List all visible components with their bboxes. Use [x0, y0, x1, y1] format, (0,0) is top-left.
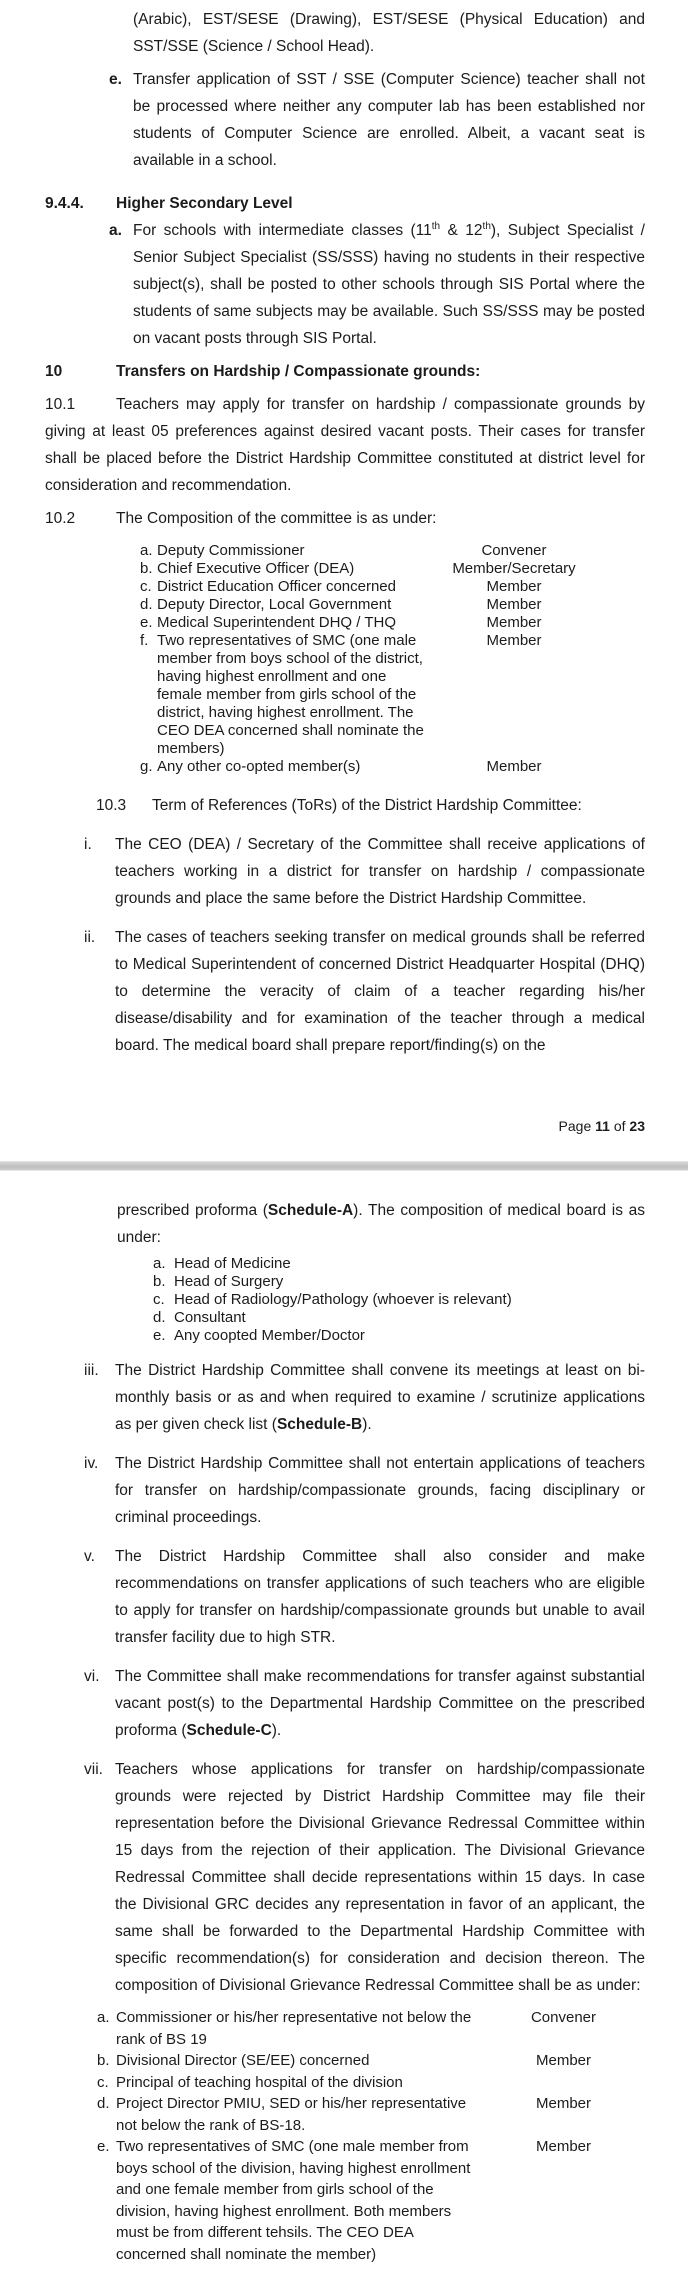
row-text: Head of Radiology/Pathology (whoever is relevant)	[174, 1291, 512, 1308]
roman-marker: vii.	[84, 1761, 103, 1778]
row-text: Project Director PMIU, SED or his/her representative not below the rank of BS-18.	[116, 2095, 467, 2134]
row-role: Member	[535, 2095, 591, 2112]
committee-row	[0, 578, 645, 596]
medical-board-row	[0, 1255, 645, 1273]
row-text: Consultant	[174, 1309, 246, 1326]
row-marker: b.	[140, 560, 153, 577]
row-marker: a.	[97, 2009, 110, 2026]
tor-item-vi	[84, 1663, 645, 1744]
row-marker: e.	[97, 2138, 110, 2155]
row-role: Member	[486, 578, 542, 595]
row-text: Commissioner or his/her representative not below the rank of BS 19	[116, 2009, 472, 2048]
row-role: Convener	[530, 2009, 597, 2026]
list-item-text: Transfer application of SST / SSE (Computer Science) teacher shall not be processed where neither any computer lab has been established nor students of Computer Science are enrolled. Albeit, a vacant seat is available in a school.	[133, 71, 645, 169]
row-role: Member	[486, 596, 542, 613]
paragraph-number: 10.1	[45, 396, 76, 413]
district-committee-list	[0, 542, 645, 776]
row-text: Chief Executive Officer (DEA)	[157, 560, 355, 577]
row-marker: d.	[140, 596, 153, 613]
tor-text: The CEO (DEA) / Secretary of the Committee shall receive applications of teachers working in a district for transfer on hardship / compassionate grounds and place the same before the District Hardship Committee.	[115, 836, 645, 907]
row-marker: f.	[140, 632, 149, 649]
committee-row	[0, 632, 645, 758]
paragraph-number: 10.2	[45, 510, 76, 527]
roman-marker: iv.	[84, 1455, 99, 1472]
tor-text: The District Hardship Committee shall also consider and make recommendations on transfer applications of such teachers who are eligible to apply for transfer on hardship/compassionate grounds but unable to avail transfer facility due to high STR.	[115, 1548, 645, 1646]
row-marker: e.	[140, 614, 153, 631]
committee-row	[0, 758, 645, 776]
paragraph-10-1	[45, 391, 645, 499]
medical-board-row	[0, 1273, 645, 1291]
row-text: Divisional Director (SE/EE) concerned	[116, 2052, 370, 2069]
paragraph-10-3	[96, 792, 645, 819]
committee-row	[0, 560, 645, 578]
row-role: Member	[535, 2052, 591, 2069]
row-marker: e.	[153, 1327, 166, 1344]
divisional-grc-list	[0, 2007, 645, 2265]
row-marker: b.	[153, 1273, 166, 1290]
row-text: Deputy Director, Local Government	[157, 596, 392, 613]
section-number: 10	[45, 363, 63, 380]
page-footer	[0, 1117, 645, 1135]
page-break-divider	[0, 1161, 688, 1171]
tor-text: Teachers whose applications for transfer on hardship/compassionate grounds were rejected by District Hardship Committee may file their representation before the Divisional Grievance Redressal Committee within 15 days from the rejection of their application. The Divisional Grievance Redressal Committee shall decide representations within 15 days. In case the Divisional GRC decides any representation in favor of an applicant, the same shall be forwarded to the Departmental Hardship Committee with specific recommendation(s) for consideration and decision thereon. The composition of Divisional Grievance Redressal Committee shall be as under:	[115, 1761, 645, 1994]
tor-text: The District Hardship Committee shall not entertain applications of teachers for transfer on hardship/compassionate grounds, facing disciplinary or criminal proceedings.	[115, 1455, 645, 1526]
row-role: Member	[486, 614, 542, 631]
row-role: Member	[535, 2138, 591, 2155]
paragraph-text: Term of References (ToRs) of the District Hardship Committee:	[152, 797, 582, 814]
committee-row	[0, 614, 645, 632]
row-text: Head of Surgery	[174, 1273, 284, 1290]
medical-board-list	[0, 1255, 645, 1345]
tor-item-vii	[84, 1756, 645, 1999]
section-title: Transfers on Hardship / Compassionate grounds:	[116, 363, 481, 380]
tor-item-iv	[84, 1450, 645, 1531]
row-marker: c.	[97, 2073, 109, 2091]
paragraph-number: 10.3	[96, 797, 127, 814]
row-marker: a.	[153, 1255, 166, 1272]
row-marker: a.	[140, 542, 153, 559]
row-marker: g.	[140, 758, 153, 775]
row-text: Any coopted Member/Doctor	[174, 1327, 365, 1344]
row-role: Member	[486, 758, 542, 775]
tor-item-i	[84, 831, 645, 912]
row-text: Any other co-opted member(s)	[157, 758, 361, 775]
row-text: Head of Medicine	[174, 1255, 291, 1272]
row-marker: c.	[153, 1291, 165, 1308]
grc-row	[0, 2136, 645, 2265]
medical-board-row	[0, 1327, 645, 1345]
document-page-2	[0, 1171, 688, 2269]
committee-row	[0, 596, 645, 614]
grc-row	[0, 2050, 645, 2072]
roman-marker: i.	[84, 836, 92, 853]
row-marker: b.	[97, 2052, 110, 2069]
list-item-e-computer-science	[109, 66, 645, 174]
roman-marker: v.	[84, 1548, 95, 1565]
medical-board-row	[0, 1309, 645, 1327]
tor-text: The cases of teachers seeking transfer on medical grounds shall be referred to Medical Superintendent of concerned District Headquarter Hospital (DHQ) to determine the veracity of claim of a teacher regarding his/her disease/disability and for examination of the teacher through a medical board. The medical board shall prepare report/finding(s) on the	[115, 929, 645, 1054]
row-marker: d.	[153, 1309, 166, 1326]
section-heading-10	[45, 358, 645, 385]
row-text: Two representatives of SMC (one male member from boys school of the division, having highest enrollment and one female member from girls school of the division, having highest enrollment. Both members must be from different tehsils. The CEO DEA concerned shall nominate the member)	[116, 2138, 471, 2263]
tor-item-v	[84, 1543, 645, 1651]
committee-row	[0, 542, 645, 560]
row-role: Member	[486, 632, 542, 649]
list-marker: a.	[109, 222, 122, 239]
row-text: Deputy Commissioner	[157, 542, 305, 559]
row-text: Medical Superintendent DHQ / THQ	[157, 614, 396, 631]
paragraph-text: Teachers may apply for transfer on hardship / compassionate grounds by giving at least 05 preferences against desired vacant posts. Their cases for transfer shall be placed before the District Hardship Committee constituted at district level for consideration and recommendation.	[45, 396, 645, 494]
tor-text: The Committee shall make recommendations for transfer against substantial vacant post(s) to the Departmental Hardship Committee on the prescribed proforma (Schedule-C).	[115, 1668, 645, 1739]
tor-item-iii	[84, 1357, 645, 1438]
row-marker: c.	[140, 578, 152, 595]
tor-item-ii	[84, 924, 645, 1059]
list-item-a-higher-secondary	[109, 217, 645, 352]
page-footer-text: Page 11 of 23	[558, 1118, 645, 1134]
grc-row	[0, 2072, 645, 2094]
grc-row	[0, 2093, 645, 2136]
row-role: Member/Secretary	[452, 560, 576, 577]
list-item-text: For schools with intermediate classes (11th & 12th), Subject Specialist / Senior Subject Specialist (SS/SSS) having no students in their respective subject(s), shall be posted to other schools through SIS Portal where the students of same subjects may be available. Such SS/SSS may be posted on vacant posts through SIS Portal.	[133, 220, 645, 347]
list-marker: e.	[109, 71, 122, 88]
row-text: Two representatives of SMC (one male member from boys school of the district, having highest enrollment and one female member from girls school of the district, having highest enrollment. The CEO DEA concerned shall nominate the members)	[157, 632, 424, 757]
section-heading-944	[45, 190, 645, 217]
intro-continuation-paragraph: (Arabic), EST/SESE (Drawing), EST/SESE (Physical Education) and SST/SSE (Science / School Head).	[133, 11, 645, 55]
paragraph-10-2	[45, 505, 645, 532]
section-title: Higher Secondary Level	[116, 195, 293, 212]
tor-text: The District Hardship Committee shall convene its meetings at least on bi-monthly basis or as and when required to examine / scrutinize applications as per given check list (Schedule-B).	[115, 1362, 645, 1433]
roman-marker: vi.	[84, 1668, 100, 1685]
row-text: District Education Officer concerned	[157, 578, 396, 595]
paragraph-text: The Composition of the committee is as under:	[116, 510, 437, 527]
grc-row	[0, 2007, 645, 2050]
roman-marker: ii.	[84, 929, 96, 946]
section-number: 9.4.4.	[45, 195, 84, 212]
medical-board-row	[0, 1291, 645, 1309]
row-marker: d.	[97, 2095, 110, 2112]
row-role: Convener	[481, 542, 547, 559]
roman-marker: iii.	[84, 1362, 99, 1379]
row-text: Principal of teaching hospital of the division	[116, 2073, 403, 2091]
schedule-a-continuation-paragraph: prescribed proforma (Schedule-A). The composition of medical board is as under:	[117, 1202, 646, 1246]
